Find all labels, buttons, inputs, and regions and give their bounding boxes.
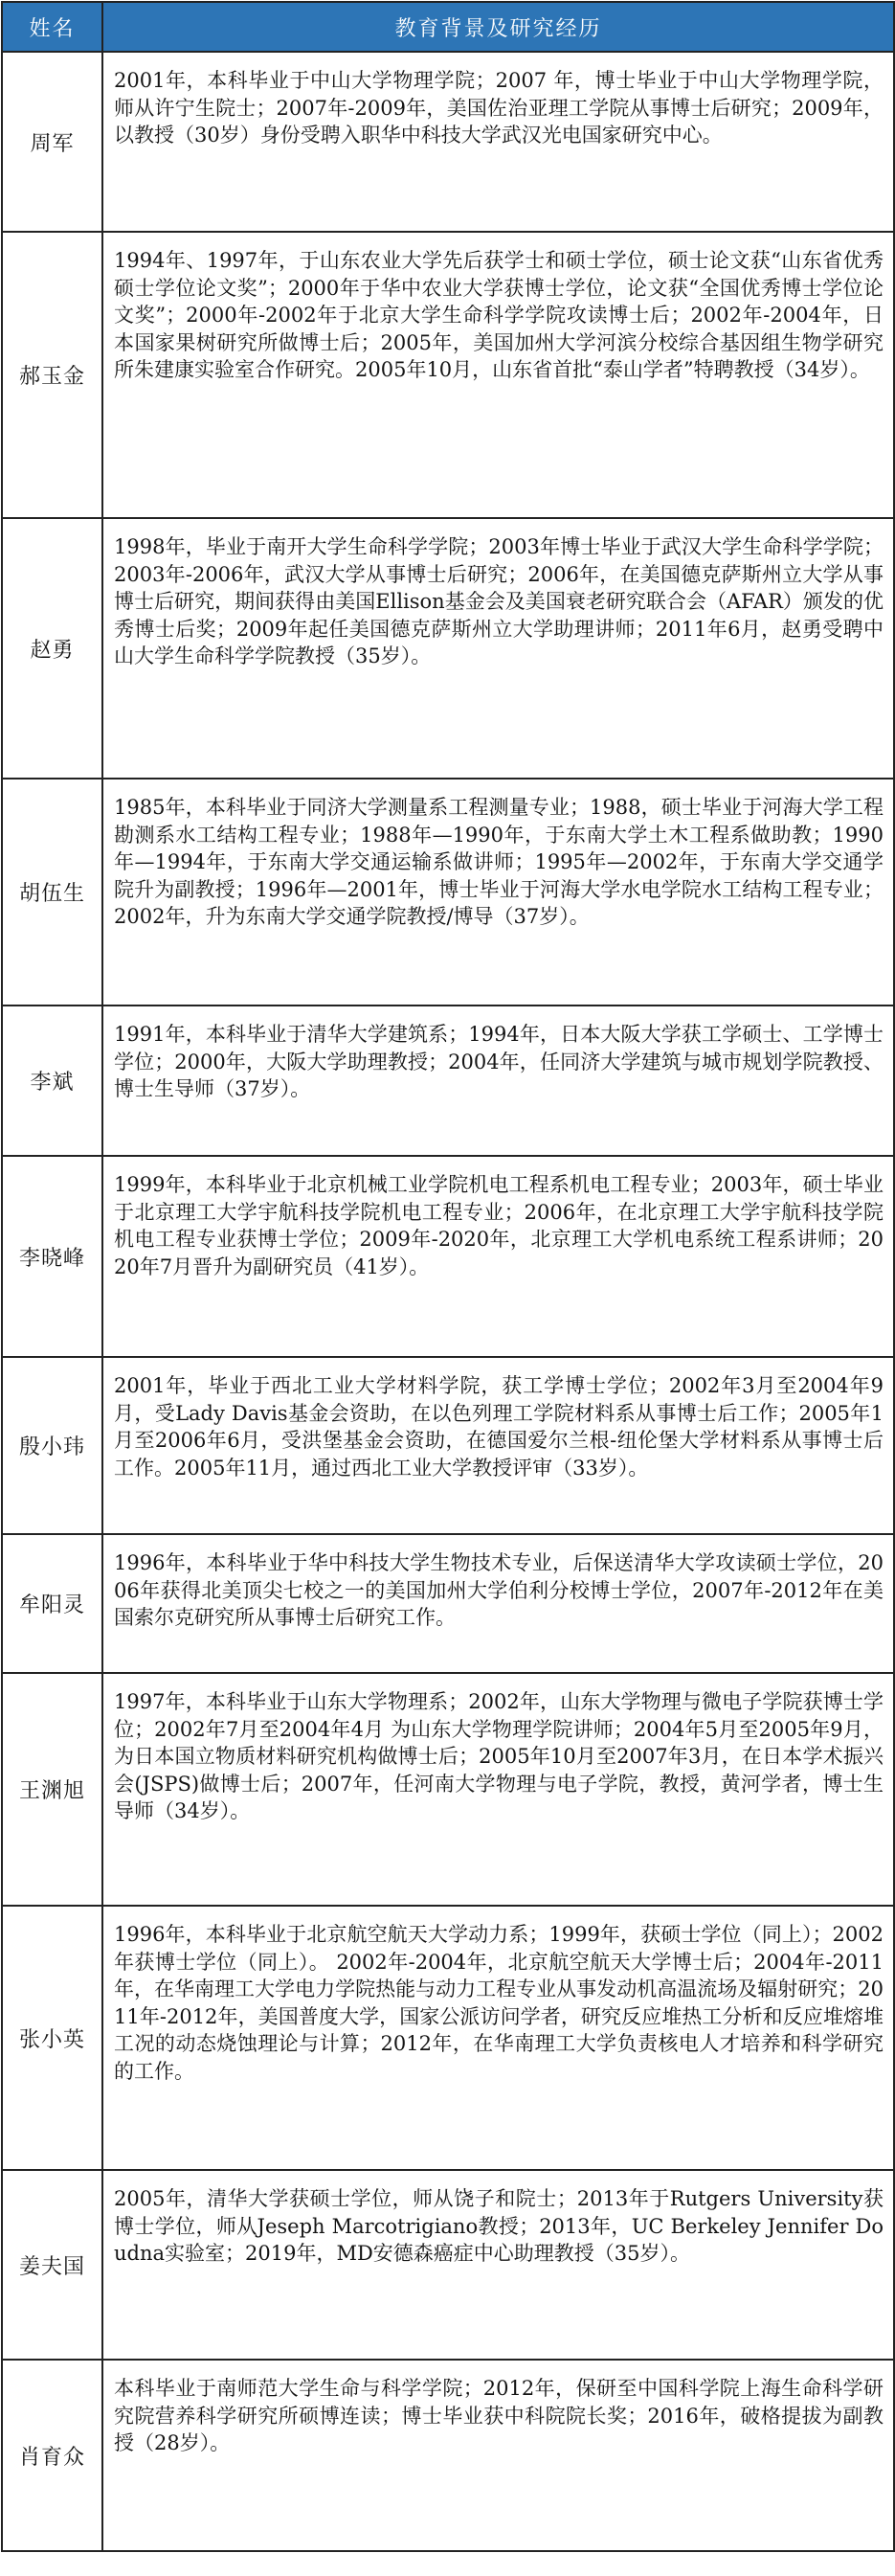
person-bio: 2005年，清华大学获硕士学位，师从饶子和院士；2013年于Rutgers University获博士学位，师从Jeseph Marcotrigiano教授；2013年，UC Berkeley Jennifer Doudna实验室；2019年，MD安德森癌症中心助理教授（35岁）。: [102, 2170, 894, 2360]
person-name: 肖育众: [2, 2360, 102, 2551]
header-row: [2, 2, 894, 52]
person-bio: 本科毕业于南师范大学生命与科学学院；2012年，保研至中国科学院上海生命科学研究院营养科学研究所硕博连读；博士毕业获中科院院长奖；2016年，破格提拔为副教授（28岁）。: [102, 2360, 894, 2551]
header-name: 姓名: [2, 2, 102, 52]
person-bio: 1994年、1997年，于山东农业大学先后获学士和硕士学位，硕士论文获“山东省优秀硕士学位论文奖”；2000年于华中农业大学获博士学位，论文获“全国优秀博士学位论文奖”；2000年-2002年于北京大学生命科学学院攻读博士后；2002年-2004年，日本国家果树研究所做博士后；2005年，美国加州大学河滨分校综合基因组生物学研究所朱建康实验室合作研究。2005年10月，山东省首批“泰山学者”特聘教授（34岁）。: [102, 232, 894, 518]
table-row: [2, 1673, 894, 1906]
person-name: 周军: [2, 52, 102, 232]
person-name: 胡伍生: [2, 779, 102, 1006]
table-row: [2, 232, 894, 518]
person-bio: 1998年，毕业于南开大学生命科学学院；2003年博士毕业于武汉大学生命科学学院；2003年-2006年，武汉大学从事博士后研究；2006年，在美国德克萨斯州立大学从事博士后研究，期间获得由美国Ellison基金会及美国衰老研究联合会（AFAR）颁发的优秀博士后奖；2009年起任美国德克萨斯州立大学助理讲师；2011年6月，赵勇受聘中山大学生命科学学院教授（35岁）。: [102, 518, 894, 779]
person-bio: 1999年，本科毕业于北京机械工业学院机电工程系机电工程专业；2003年，硕士毕业于北京理工大学宇航科技学院机电工程专业；2006年，在北京理工大学宇航科技学院机电工程专业获博士学位；2009年-2020年，北京理工大学机电系统工程系讲师；2020年7月晋升为副研究员（41岁）。: [102, 1156, 894, 1357]
table-row: [2, 779, 894, 1006]
table-row: [2, 518, 894, 779]
table-row: [2, 1534, 894, 1673]
table-row: [2, 2360, 894, 2551]
table-row: [2, 1006, 894, 1156]
person-name: 李斌: [2, 1006, 102, 1156]
person-bio: 1985年，本科毕业于同济大学测量系工程测量专业；1988，硕士毕业于河海大学工程勘测系水工结构工程专业；1988年—1990年，于东南大学土木工程系做助教；1990年—1994年，于东南大学交通运输系做讲师；1995年—2002年，于东南大学交通学院升为副教授；1996年—2001年，博士毕业于河海大学水电学院水工结构工程专业；2002年，升为东南大学交通学院教授/博导（37岁）。: [102, 779, 894, 1006]
person-name: 牟阳灵: [2, 1534, 102, 1673]
person-bio: 1996年，本科毕业于北京航空航天大学动力系；1999年，获硕士学位（同上）；2002年获博士学位（同上）。 2002年-2004年，北京航空航天大学博士后；2004年-2011年，在华南理工大学电力学院热能与动力工程专业从事发动机高温流场及辐射研究；2011年-2012年，美国普度大学，国家公派访问学者，研究反应堆热工分析和反应堆熔堆工况的动态烧蚀理论与计算；2012年，在华南理工大学负责核电人才培养和科学研究的工作。: [102, 1906, 894, 2170]
person-name: 李晓峰: [2, 1156, 102, 1357]
table-row: [2, 1906, 894, 2170]
person-name: 郝玉金: [2, 232, 102, 518]
person-name: 赵勇: [2, 518, 102, 779]
table-row: [2, 52, 894, 232]
person-name: 殷小玮: [2, 1357, 102, 1534]
researcher-table: [1, 1, 895, 2552]
table-row: [2, 1156, 894, 1357]
person-bio: 1991年，本科毕业于清华大学建筑系；1994年，日本大阪大学获工学硕士、工学博士学位；2000年，大阪大学助理教授；2004年，任同济大学建筑与城市规划学院教授、博士生导师（37岁）。: [102, 1006, 894, 1156]
header-bio: 教育背景及研究经历: [102, 2, 894, 52]
person-bio: 2001年，本科毕业于中山大学物理学院；2007 年，博士毕业于中山大学物理学院，师从许宁生院士；2007年-2009年，美国佐治亚理工学院从事博士后研究；2009年，以教授（30岁）身份受聘入职华中科技大学武汉光电国家研究中心。: [102, 52, 894, 232]
person-bio: 1996年，本科毕业于华中科技大学生物技术专业，后保送清华大学攻读硕士学位，2006年获得北美顶尖七校之一的美国加州大学伯利分校博士学位，2007年-2012年在美国索尔克研究所从事博士后研究工作。: [102, 1534, 894, 1673]
person-name: 张小英: [2, 1906, 102, 2170]
person-name: 王渊旭: [2, 1673, 102, 1906]
person-bio: 2001年，毕业于西北工业大学材料学院，获工学博士学位；2002年3月至2004年9月，受Lady Davis基金会资助，在以色列理工学院材料系从事博士后工作；2005年1月至2006年6月，受洪堡基金会资助，在德国爱尔兰根-纽伦堡大学材料系从事博士后工作。2005年11月，通过西北工业大学教授评审（33岁）。: [102, 1357, 894, 1534]
person-name: 姜夫国: [2, 2170, 102, 2360]
table-row: [2, 2170, 894, 2360]
table-row: [2, 1357, 894, 1534]
person-bio: 1997年，本科毕业于山东大学物理系；2002年，山东大学物理与微电子学院获博士学位；2002年7月至2004年4月 为山东大学物理学院讲师；2004年5月至2005年9月，为日本国立物质材料研究机构做博士后；2005年10月至2007年3月，在日本学术振兴会(JSPS)做博士后；2007年，任河南大学物理与电子学院，教授，黄河学者，博士生导师（34岁）。: [102, 1673, 894, 1906]
